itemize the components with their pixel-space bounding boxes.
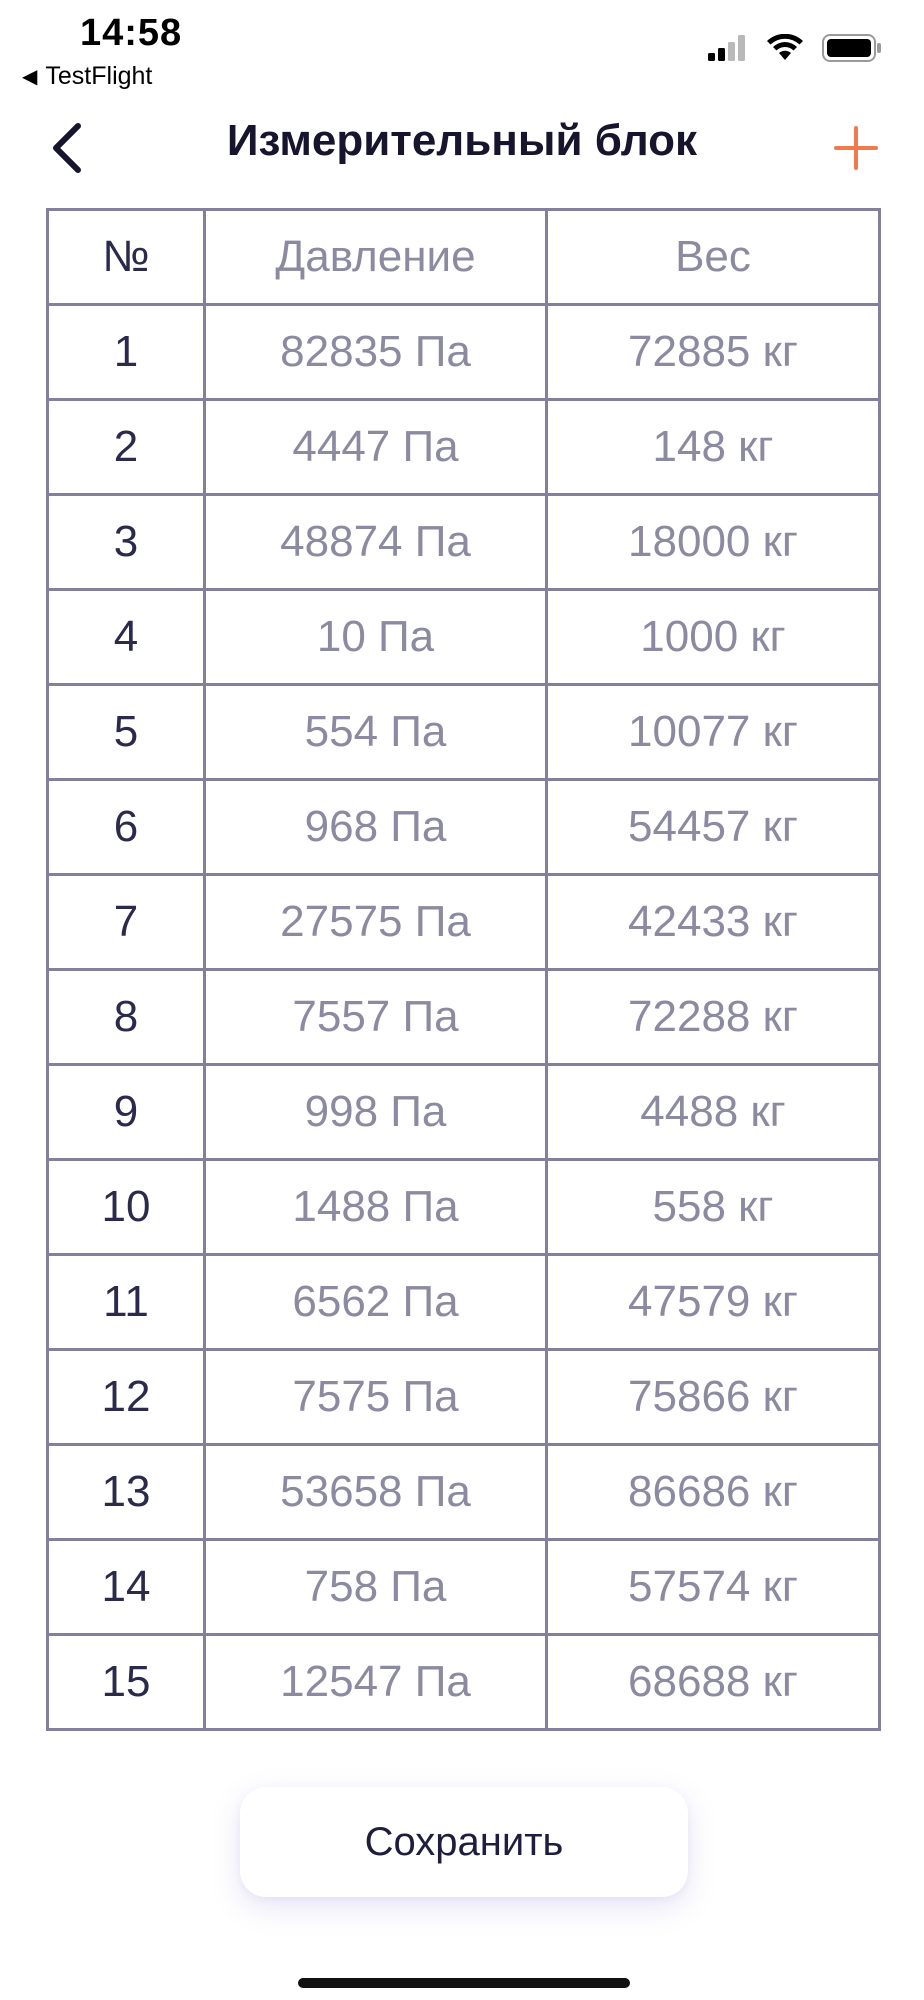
- row-pressure: 4447 Па: [206, 401, 548, 493]
- save-button[interactable]: Сохранить: [240, 1787, 688, 1897]
- header-num: №: [49, 211, 206, 303]
- row-pressure: 27575 Па: [206, 876, 548, 968]
- row-num: 12: [49, 1351, 206, 1443]
- row-weight: 72288 кг: [628, 992, 798, 1041]
- row-pressure: 998 Па: [206, 1066, 548, 1158]
- row-weight: 75866 кг: [628, 1372, 798, 1421]
- row-weight: 148 кг: [652, 422, 774, 471]
- row-weight: 86686 кг: [628, 1467, 798, 1516]
- table-row[interactable]: [49, 401, 878, 496]
- row-num: 2: [49, 401, 206, 493]
- row-pressure: 758 Па: [206, 1541, 548, 1633]
- row-num: 9: [49, 1066, 206, 1158]
- row-num: 11: [49, 1256, 206, 1348]
- table-row[interactable]: [49, 876, 878, 971]
- row-num: 7: [49, 876, 206, 968]
- row-num: 8: [49, 971, 206, 1063]
- row-weight: 558 кг: [652, 1182, 774, 1231]
- header-weight: Вес: [675, 232, 751, 281]
- row-weight: 42433 кг: [628, 897, 798, 946]
- header-pressure: Давление: [206, 211, 548, 303]
- nav-bar: [0, 108, 924, 188]
- row-pressure: 968 Па: [206, 781, 548, 873]
- row-pressure: 48874 Па: [206, 496, 548, 588]
- row-weight: 1000 кг: [640, 612, 786, 661]
- table-row[interactable]: [49, 1541, 878, 1636]
- row-num: 15: [49, 1636, 206, 1728]
- row-weight: 57574 кг: [628, 1562, 798, 1611]
- row-pressure: 6562 Па: [206, 1256, 548, 1348]
- status-time: 14:58: [80, 12, 183, 54]
- table-row[interactable]: [49, 496, 878, 591]
- status-bar: [0, 0, 924, 100]
- table-row[interactable]: [49, 1636, 878, 1728]
- table-row[interactable]: [49, 686, 878, 781]
- row-weight: 10077 кг: [628, 707, 798, 756]
- add-row-button[interactable]: [828, 120, 884, 176]
- back-app-label: TestFlight: [45, 62, 153, 90]
- row-weight: 54457 кг: [628, 802, 798, 851]
- row-num: 6: [49, 781, 206, 873]
- table-row[interactable]: [49, 591, 878, 686]
- row-pressure: 7575 Па: [206, 1351, 548, 1443]
- table-row[interactable]: [49, 1066, 878, 1161]
- battery-icon: [822, 34, 882, 62]
- plus-icon: [833, 125, 879, 171]
- row-num: 1: [49, 306, 206, 398]
- table-row[interactable]: [49, 1446, 878, 1541]
- row-weight: 72885 кг: [628, 327, 798, 376]
- row-num: 5: [49, 686, 206, 778]
- row-num: 3: [49, 496, 206, 588]
- page-title: Измерительный блок: [226, 116, 698, 165]
- back-triangle-icon: ◀: [22, 66, 38, 88]
- row-weight: 68688 кг: [628, 1657, 798, 1706]
- wifi-icon: [766, 34, 804, 62]
- back-button[interactable]: [42, 118, 92, 178]
- row-pressure: 53658 Па: [206, 1446, 548, 1538]
- row-pressure: 1488 Па: [206, 1161, 548, 1253]
- row-num: 10: [49, 1161, 206, 1253]
- home-indicator[interactable]: [298, 1978, 630, 1988]
- table-header-row: [49, 211, 878, 306]
- row-pressure: 554 Па: [206, 686, 548, 778]
- back-to-app-link[interactable]: [22, 62, 152, 91]
- table-row[interactable]: [49, 1161, 878, 1256]
- row-num: 14: [49, 1541, 206, 1633]
- row-num: 4: [49, 591, 206, 683]
- row-weight: 47579 кг: [628, 1277, 798, 1326]
- row-weight: 4488 кг: [640, 1087, 786, 1136]
- measurements-table: [46, 208, 881, 1731]
- row-num: 13: [49, 1446, 206, 1538]
- row-pressure: 7557 Па: [206, 971, 548, 1063]
- status-icons: [708, 34, 882, 62]
- table-row[interactable]: [49, 781, 878, 876]
- cellular-signal-icon: [708, 35, 748, 61]
- table-row[interactable]: [49, 1256, 878, 1351]
- table-row[interactable]: [49, 1351, 878, 1446]
- row-pressure: 12547 Па: [206, 1636, 548, 1728]
- row-pressure: 10 Па: [206, 591, 548, 683]
- row-weight: 18000 кг: [628, 517, 798, 566]
- chevron-left-icon: [50, 122, 84, 174]
- row-pressure: 82835 Па: [206, 306, 548, 398]
- table-row[interactable]: [49, 971, 878, 1066]
- table-row[interactable]: [49, 306, 878, 401]
